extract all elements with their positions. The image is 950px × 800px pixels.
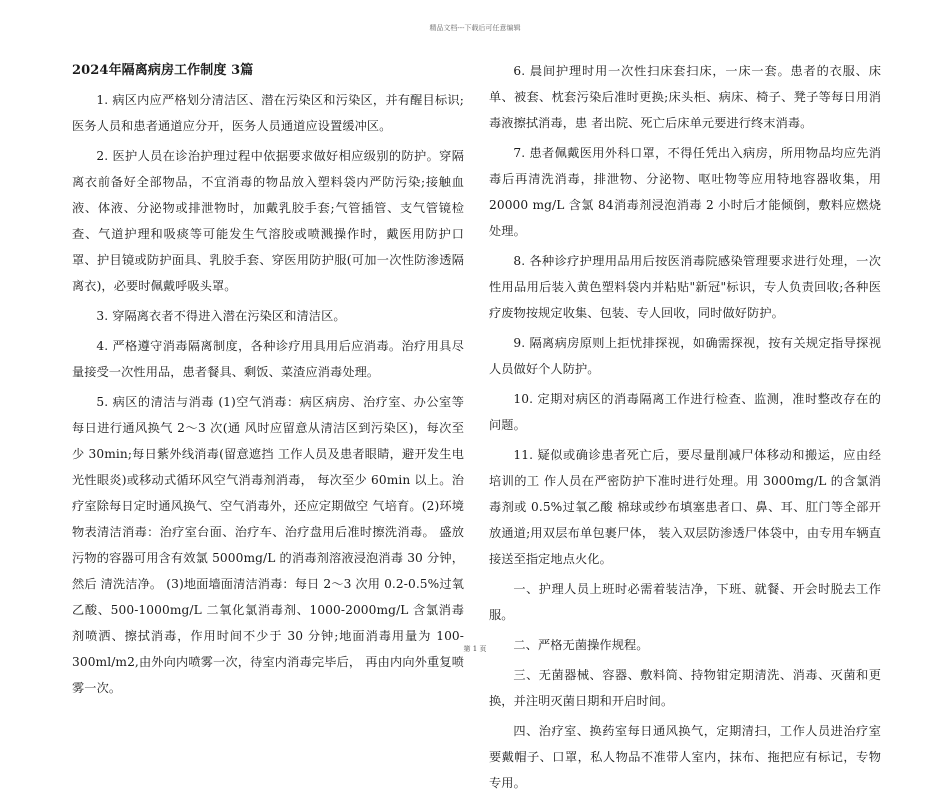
paragraph-11: 11. 疑似或确诊患者死亡后，要尽量削减尸体移动和搬运，应由经培训的工 作人员在严密防护下准时进行处理。用 3000mg/L 的含氯消毒剂或 0.5%过氧乙酸 棉球或纱布填塞患者口、鼻、耳、肛门等全部开放通道;用双层布单包裹尸体， 装入双层防渗透尸体袋中，由专用车辆直接送至指定地点火化。 <box>489 448 881 566</box>
document-title: 2024年隔离病房工作制度 3篇 <box>72 63 254 78</box>
rule-3: 三、无菌器械、容器、敷料筒、持物钳定期清洗、消毒、灭菌和更换，并注明灭菌日期和开启时间。 <box>489 668 881 708</box>
rule-4: 四、治疗室、换药室每日通风换气，定期清扫，工作人员进治疗室要戴帽子、口罩，私人物品不准带人室内，抹布、拖把应有标记，专物专用。 <box>489 724 881 790</box>
paragraph-4: 4. 严格遵守消毒隔离制度，各种诊疗用具用后应消毒。治疗用具尽量接受一次性用品，患者餐具、剩饭、菜渣应消毒处理。 <box>72 339 464 379</box>
paragraph-1: 1. 病区内应严格划分清洁区、潜在污染区和污染区，并有醒目标识;医务人员和患者通道应分开，医务人员通道应设置缓冲区。 <box>72 93 464 133</box>
rule-2: 二、严格无菌操作规程。 <box>513 638 649 652</box>
paragraph-7: 7. 患者佩戴医用外科口罩，不得任凭出入病房，所用物品均应先消毒后再清洗消毒，排泄物、分泌物、呕吐物等应用特地容器收集，用 20000 mg/L 含氯 84消毒剂浸泡消毒 2 小时后才能倾倒，敷料应燃烧处理。 <box>489 146 881 238</box>
paragraph-6: 6. 晨间护理时用一次性扫床套扫床，一床一套。患者的衣服、床单、被套、枕套污染后准时更换;床头柜、病床、椅子、凳子等每日用消毒液擦拭消毒，患 者出院、死亡后床单元要进行终末消毒。 <box>489 64 881 130</box>
paragraph-10: 10. 定期对病区的消毒隔离工作进行检查、监测，准时整改存在的问题。 <box>489 392 881 432</box>
right-column <box>489 58 881 800</box>
paragraph-5: 5. 病区的清洁与消毒 (1)空气消毒：病区病房、治疗室、办公室等每日进行通风换气 2～3 次(通 风时应留意从清洁区到污染区)，每次至少 30min;每日紫外线消毒(留意遮挡 工作人员及患者眼睛，避开发生电光性眼炎)或移动式循环风空气消毒剂消毒， 每次至少 60min 以上。治疗室除每日定时通风换气、空气消毒外，还应定期做空 气培育。(2)环境物表清洁消毒：治疗室台面、治疗车、治疗盘用后准时擦洗消毒。 盛放污物的容器可用含有效氯 5000mg/L 的消毒剂溶液浸泡消毒 30 分钟，然后 清洗洁净。 (3)地面墙面清洁消毒：每日 2～3 次用 0.2-0.5%过氧乙酸、500-1000mg/L 二氧化氯消毒剂、1000-2000mg/L 含氯消毒剂喷洒、擦拭消毒，作用时间不少于 30 分钟;地面消毒用量为 100-300ml/m2,由外向内喷雾一次，待室内消毒完毕后， 再由内向外重复喷雾一次。 <box>72 395 464 695</box>
paragraph-2: 2. 医护人员在诊治护理过程中依据要求做好相应级别的防护。穿隔离衣前备好全部物品，不宜消毒的物品放入塑料袋内严防污染;接触血液、体液、分泌物或排泄物时，加戴乳胶手套;气管插管、支气管镜检查、气道护理和吸痰等可能发生气溶胶或喷溅操作时，戴医用防护口罩、护目镜或防护面具、乳胶手套、穿医用防护服(可加一次性防渗透隔离衣)，必要时佩戴呼吸头罩。 <box>72 149 464 293</box>
rule-1: 一、护理人员上班时必需着装洁净，下班、就餐、开会时脱去工作服。 <box>489 582 881 622</box>
paragraph-8: 8. 各种诊疗护理用品用后按医消毒院感染管理要求进行处理，一次性用品用后装入黄色塑料袋内并粘贴"新冠"标识，专人负责回收;各种医疗废物按规定收集、包装、专人回收，同时做好防护。 <box>489 254 881 320</box>
page-number: 第 1 页 <box>463 645 487 653</box>
page-header: 精品文档---下载后可任意编辑 <box>429 24 521 32</box>
left-column <box>72 58 464 705</box>
paragraph-3: 3. 穿隔离衣者不得进入潜在污染区和清洁区。 <box>96 309 346 323</box>
paragraph-9: 9. 隔离病房原则上拒忧排探视，如确需探视，按有关规定指导探视人员做好个人防护。 <box>489 336 881 376</box>
